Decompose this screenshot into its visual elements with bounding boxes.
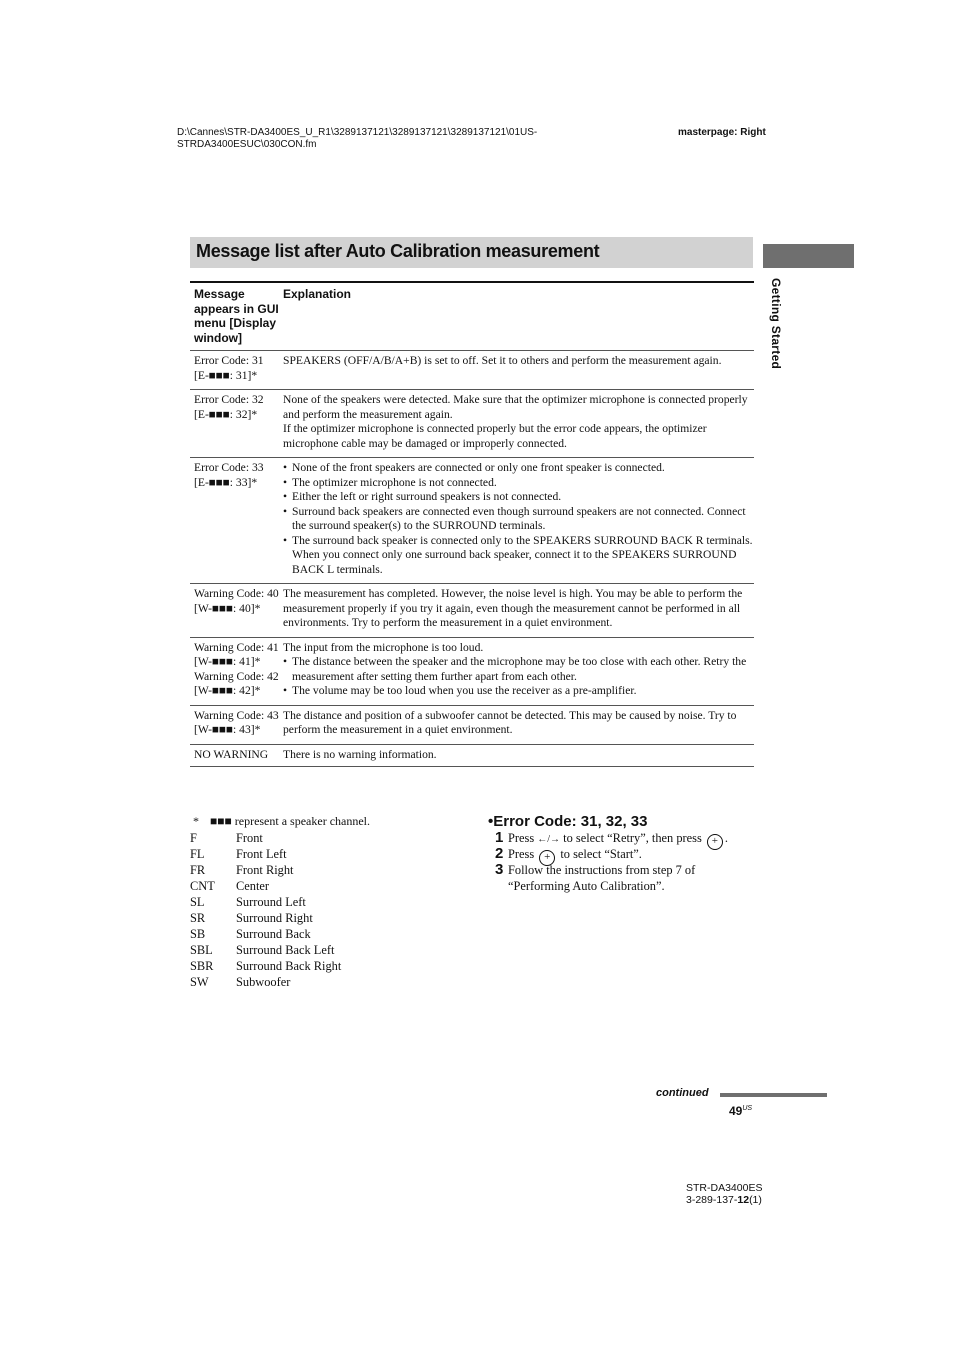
message-code: Warning Code: 40 [W-■■■: 40]* xyxy=(190,584,279,638)
list-item xyxy=(190,846,341,862)
page-number-value: 49 xyxy=(729,1104,743,1118)
message-code: Error Code: 32 [E-■■■: 32]* xyxy=(190,390,279,458)
list-item: • The distance between the speaker and the microphone may be too close with each other. Retry the measurement after setting them further apart from each other. xyxy=(283,655,753,684)
table-row xyxy=(190,705,754,744)
list-item xyxy=(190,926,341,942)
channel-name: Front Right xyxy=(236,863,294,877)
step-text-continued: “Performing Auto Calibration”. xyxy=(508,879,665,893)
part-number-version: 12 xyxy=(737,1194,750,1206)
bullet-list xyxy=(283,461,753,577)
channel-abbr: F xyxy=(190,831,197,845)
step-number: 1 xyxy=(495,829,504,846)
error-code-heading: •Error Code: 31, 32, 33 xyxy=(488,813,648,830)
channel-name: Surround Back Left xyxy=(236,943,335,957)
channel-abbr: SBL xyxy=(190,943,213,957)
bullet-list xyxy=(283,655,753,699)
channel-name: Subwoofer xyxy=(236,975,291,989)
section-title: Message list after Auto Calibration measurement xyxy=(196,241,600,261)
message-explanation xyxy=(279,637,754,705)
list-item xyxy=(190,942,341,958)
list-item: • Either the left or right surround speakers is not connected. xyxy=(283,490,753,505)
message-explanation xyxy=(279,458,754,584)
table-row xyxy=(190,351,754,390)
explanation-paragraph: None of the speakers were detected. Make sure that the optimizer microphone is connected properly and perform the measurement again. xyxy=(283,393,748,421)
step-3 xyxy=(495,862,765,894)
page-number xyxy=(729,1104,752,1118)
part-number-prefix: 3-289-137- xyxy=(686,1194,738,1206)
message-code-42: Warning Code: 42 [W-■■■: 42]* xyxy=(194,669,279,697)
list-item: • Surround back speakers are connected even though surround speakers are not connected. Connect the surround speaker(s) to the SURROUND terminals. xyxy=(283,505,753,534)
file-path-header xyxy=(177,127,537,151)
table-row xyxy=(190,744,754,767)
channel-abbr: SR xyxy=(190,911,206,925)
table-header-row xyxy=(190,282,754,351)
continued-label: continued xyxy=(656,1087,709,1099)
message-code xyxy=(190,637,279,705)
arrow-keys-icon: ←/→ xyxy=(537,834,561,845)
list-item xyxy=(190,974,341,990)
channel-abbr: CNT xyxy=(190,879,215,893)
step-text-pre: Press xyxy=(508,831,538,845)
list-item xyxy=(190,894,341,910)
message-table xyxy=(190,281,754,767)
file-path-line-2: STRDA3400ESUC\030CON.fm xyxy=(177,139,317,150)
page-number-suffix: US xyxy=(742,1105,753,1112)
message-explanation xyxy=(279,390,754,458)
channel-name: Surround Back Right xyxy=(236,959,342,973)
list-item: • The volume may be too loud when you use the receiver as a pre-amplifier. xyxy=(283,684,753,699)
channel-abbr: SBR xyxy=(190,959,214,973)
message-code: Error Code: 33 [E-■■■: 33]* xyxy=(190,458,279,584)
step-number: 3 xyxy=(495,861,504,878)
message-explanation: SPEAKERS (OFF/A/B/A+B) is set to off. Set it to others and perform the measurement again. xyxy=(279,351,754,390)
side-section-label: Getting Started xyxy=(769,278,783,370)
step-text: Follow the instructions from step 7 of xyxy=(508,863,696,877)
column-header-message: Message appears in GUI menu [Display window] xyxy=(190,282,279,351)
channel-name: Surround Back xyxy=(236,927,311,941)
channel-name: Surround Right xyxy=(236,911,313,925)
message-explanation: The distance and position of a subwoofer cannot be detected. This may be caused by noise. Try to perform the measurement in a quiet environment. xyxy=(279,705,754,744)
footnote-text: ■■■ represent a speaker channel. xyxy=(210,814,371,828)
explanation-paragraph: If the optimizer microphone is connected properly but the error code appears, the optimizer microphone cable may be damaged or improperly connected. xyxy=(283,422,707,450)
list-item: • The optimizer microphone is not connected. xyxy=(283,476,753,491)
channel-name: Front xyxy=(236,831,263,845)
table-row xyxy=(190,458,754,584)
file-path-line-1: D:\Cannes\STR-DA3400ES_U_R1\3289137121\3289137121\3289137121\01US- xyxy=(177,127,538,138)
enter-button-icon: + xyxy=(539,850,555,866)
channel-name: Center xyxy=(236,879,270,893)
list-item: • The surround back speaker is connected only to the SPEAKERS SURROUND BACK R terminals. When you connect only one surround back speaker, connect it to the SPEAKERS SURROUND BACK L terminals. xyxy=(283,534,753,578)
channel-name: Surround Left xyxy=(236,895,306,909)
side-tab-marker xyxy=(763,244,854,268)
channel-abbr: SL xyxy=(190,895,205,909)
message-explanation: There is no warning information. xyxy=(279,744,754,767)
message-code: Warning Code: 43 [W-■■■: 43]* xyxy=(190,705,279,744)
footnote-marker: * xyxy=(193,814,199,828)
model-name: STR-DA3400ES xyxy=(686,1182,763,1194)
model-info xyxy=(686,1182,762,1206)
part-number xyxy=(686,1194,762,1206)
part-number-suffix: (1) xyxy=(749,1194,762,1206)
list-item xyxy=(190,878,341,894)
step-number: 2 xyxy=(495,845,504,862)
list-item xyxy=(190,910,341,926)
list-item xyxy=(190,830,341,846)
step-text-pre: Press xyxy=(508,847,538,861)
channel-abbr: FL xyxy=(190,847,205,861)
explanation-paragraph: The input from the microphone is too loud. xyxy=(283,640,484,654)
masterpage-label: masterpage: Right xyxy=(678,127,766,138)
list-item xyxy=(190,958,341,974)
channel-abbr: SB xyxy=(190,927,206,941)
step-text-post: to select “Start”. xyxy=(557,847,642,861)
message-code: Error Code: 31 [E-■■■: 31]* xyxy=(190,351,279,390)
message-code: NO WARNING xyxy=(190,744,279,767)
list-item xyxy=(190,862,341,878)
column-header-explanation: Explanation xyxy=(279,282,754,351)
channel-abbreviation-list xyxy=(190,830,341,990)
table-row xyxy=(190,584,754,638)
channel-abbr: SW xyxy=(190,975,209,989)
enter-button-icon: + xyxy=(707,834,723,850)
table-row xyxy=(190,637,754,705)
message-code-41: Warning Code: 41 [W-■■■: 41]* xyxy=(194,640,279,668)
channel-name: Front Left xyxy=(236,847,287,861)
channel-abbr: FR xyxy=(190,863,206,877)
step-text-mid: to select “Retry”, then press xyxy=(560,831,705,845)
list-item: • None of the front speakers are connected or only one front speaker is connected. xyxy=(283,461,753,476)
table-row xyxy=(190,390,754,458)
message-explanation: The measurement has completed. However, the noise level is high. You may be able to perform the measurement properly if you try it again, even though the measurement cannot be performed in all environments. Try to perform the measurement in a quiet environment. xyxy=(279,584,754,638)
continued-bar xyxy=(720,1093,827,1097)
step-text-post: . xyxy=(724,831,729,845)
